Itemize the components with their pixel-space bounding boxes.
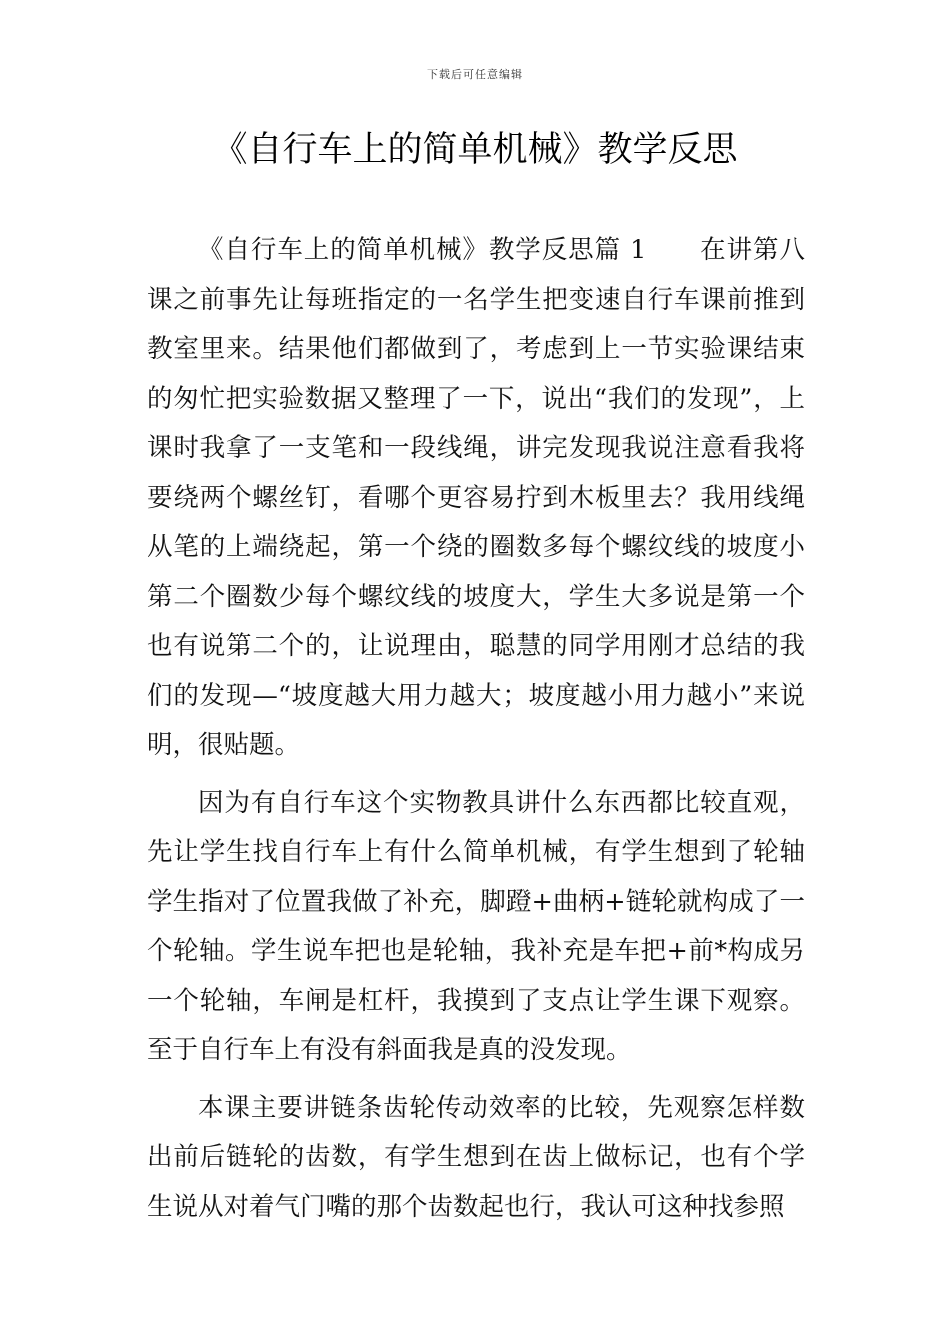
page-header-note: 下载后可任意编辑 (427, 68, 523, 81)
paragraph-3: 本课主要讲链条齿轮传动效率的比较，先观察怎样数出前后链轮的齿数，有学生想到在齿上做标记，也有个学生说从对着气门嘴的那个齿数起也行，我认可这种找参照 (147, 1092, 805, 1222)
document-title: 《自行车上的简单机械》教学反思 (212, 130, 738, 170)
document-body (147, 226, 805, 1240)
paragraph-1: 《自行车上的简单机械》教学反思篇 1 在讲第八课之前事先让每班指定的一名学生把变速自行车课前推到教室里来。结果他们都做到了，考虑到上一节实验课结束的匆忙把实验数据又整理了一下，说出“我们的发现”，上课时我拿了一支笔和一段线绳，讲完发现我说注意看我将要绕两个螺丝钉，看哪个更容易拧到木板里去？我用线绳从笔的上端绕起，第一个绕的圈数多每个螺纹线的坡度小第二个圈数少每个螺纹线的坡度大，学生大多说是第一个也有说第二个的，让说理由，聪慧的同学用刚才总结的我们的发现—“坡度越大用力越大；坡度越小用力越小”来说明，很贴题。 (147, 235, 805, 760)
paragraph-2: 因为有自行车这个实物教具讲什么东西都比较直观，先让学生找自行车上有什么简单机械，有学生想到了轮轴学生指对了位置我做了补充，脚蹬+曲柄+链轮就构成了一个轮轴。学生说车把也是轮轴，我补充是车把+前*构成另一个轮轴，车闸是杠杆，我摸到了支点让学生课下观察。至于自行车上有没有斜面我是真的没发现。 (147, 787, 805, 1065)
